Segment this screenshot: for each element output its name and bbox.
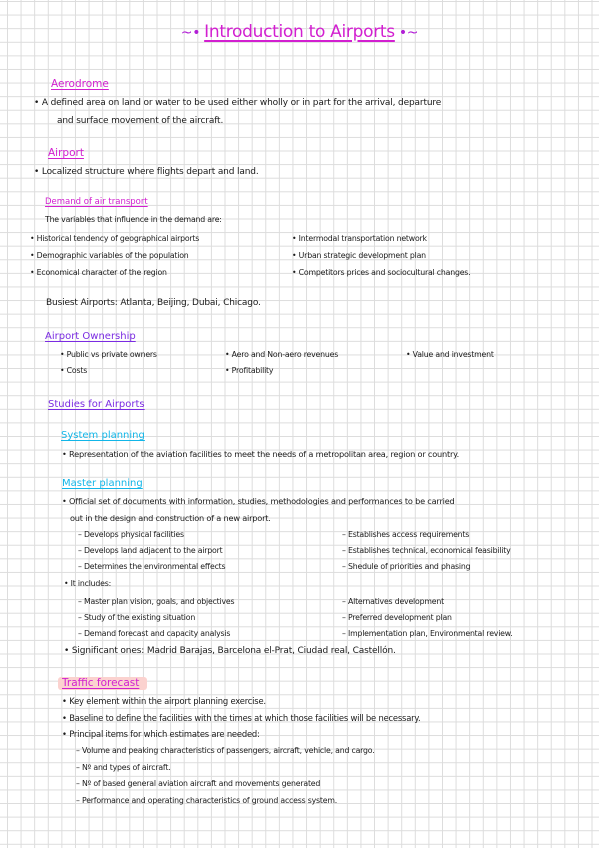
airport-heading: Airport bbox=[48, 147, 84, 159]
demand-left-item: • Historical tendency of geographical airports bbox=[30, 234, 200, 243]
traffic-sub-item: – Volume and peaking characteristics of passengers, aircraft, vehicle, and cargo. bbox=[76, 746, 375, 755]
master-planning-line: • Official set of documents with information, studies, methodologies and performances to be carried bbox=[62, 496, 455, 506]
ownership-heading: Airport Ownership bbox=[45, 331, 136, 342]
traffic-item: • Baseline to define the facilities with the times at which those facilities will be necessary. bbox=[62, 713, 421, 723]
demand-heading: Demand of air transport bbox=[45, 197, 148, 207]
master-planning-includes-label: • It includes: bbox=[64, 579, 112, 588]
aerodrome-line: and surface movement of the aircraft. bbox=[57, 116, 224, 126]
master-planning-line: out in the design and construction of a new airport. bbox=[70, 513, 271, 523]
master-planning-right-item: – Shedule of priorities and phasing bbox=[342, 562, 471, 571]
title-ornament-left: ~• bbox=[180, 25, 201, 41]
master-planning-includes-left: – Master plan vision, goals, and objectives bbox=[78, 597, 235, 606]
system-planning-line: • Representation of the aviation facilities to meet the needs of a metropolitan area, region or country. bbox=[62, 449, 460, 459]
traffic-sub-item: – Nº and types of aircraft. bbox=[76, 763, 171, 772]
master-planning-includes-left: – Study of the existing situation bbox=[78, 613, 196, 622]
master-planning-includes-right: – Alternatives development bbox=[342, 597, 444, 606]
studies-heading: Studies for Airports bbox=[48, 399, 145, 410]
demand-right-item: • Intermodal transportation network bbox=[292, 234, 427, 243]
aerodrome-line: • A defined area on land or water to be used either wholly or in part for the arrival, departure bbox=[34, 98, 442, 108]
airport-line: • Localized structure where flights depart and land. bbox=[34, 167, 259, 177]
ownership-item: • Profitability bbox=[225, 366, 274, 375]
master-planning-includes-right: – Preferred development plan bbox=[342, 613, 452, 622]
ownership-item: • Value and investment bbox=[406, 350, 494, 359]
traffic-sub-item: – Nº of based general aviation aircraft and movements generated bbox=[76, 779, 321, 788]
traffic-forecast-heading: Traffic forecast bbox=[58, 677, 147, 690]
demand-left-item: • Demographic variables of the population bbox=[30, 251, 189, 260]
demand-intro: The variables that influence in the demand are: bbox=[45, 215, 222, 224]
master-planning-heading: Master planning bbox=[62, 478, 143, 489]
master-planning-right-item: – Establishes access requirements bbox=[342, 530, 470, 539]
demand-right-item: • Competitors prices and sociocultural changes. bbox=[292, 268, 471, 277]
busiest-airports: Busiest Airports: Atlanta, Beijing, Dubai, Chicago. bbox=[46, 298, 261, 308]
system-planning-heading: System planning bbox=[61, 430, 145, 441]
ownership-item: • Aero and Non-aero revenues bbox=[225, 350, 339, 359]
demand-left-item: • Economical character of the region bbox=[30, 268, 167, 277]
title-text: Introduction to Airports bbox=[204, 22, 395, 42]
master-planning-includes-left: – Demand forecast and capacity analysis bbox=[78, 629, 231, 638]
traffic-sub-item: – Performance and operating characteristics of ground access system. bbox=[76, 796, 337, 805]
traffic-item: • Key element within the airport planning exercise. bbox=[62, 696, 266, 706]
master-planning-left-item: – Determines the environmental effects bbox=[78, 562, 226, 571]
master-planning-significant: • Significant ones: Madrid Barajas, Barcelona el-Prat, Ciudad real, Castellón. bbox=[64, 646, 396, 656]
master-planning-includes-right: – Implementation plan, Environmental review. bbox=[342, 629, 513, 638]
ownership-item: • Public vs private owners bbox=[60, 350, 157, 359]
demand-right-item: • Urban strategic development plan bbox=[292, 251, 426, 260]
page-title bbox=[0, 22, 599, 42]
traffic-item: • Principal items for which estimates are needed: bbox=[62, 729, 260, 739]
master-planning-left-item: – Develops physical facilities bbox=[78, 530, 184, 539]
aerodrome-heading: Aerodrome bbox=[51, 78, 109, 90]
ownership-item: • Costs bbox=[60, 366, 88, 375]
master-planning-right-item: – Establishes technical, economical feasibility bbox=[342, 546, 511, 555]
title-ornament-right: •~ bbox=[398, 25, 419, 41]
master-planning-left-item: – Develops land adjacent to the airport bbox=[78, 546, 223, 555]
